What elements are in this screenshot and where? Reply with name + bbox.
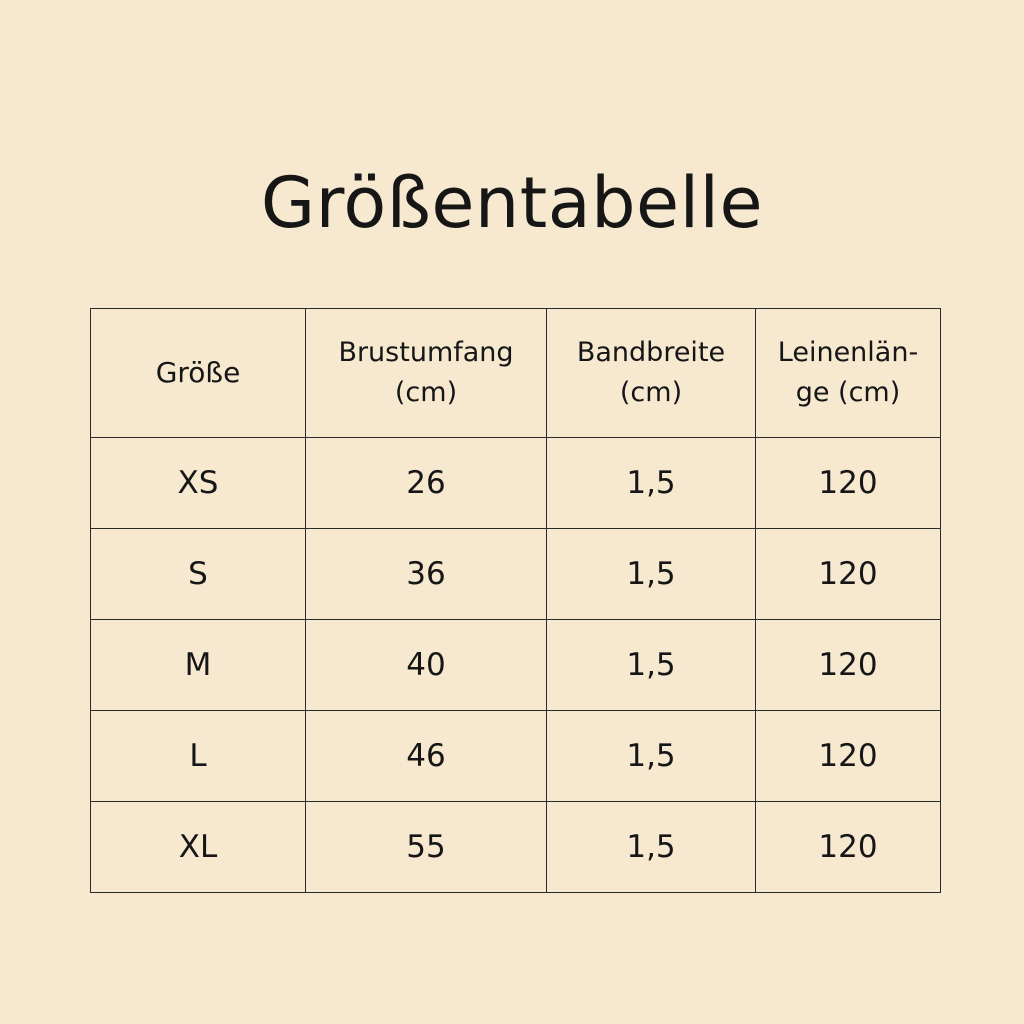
header-size xyxy=(91,309,306,438)
header-chest-line1: Brustumfang xyxy=(338,337,514,368)
cell-leash: 120 xyxy=(756,620,941,711)
cell-band: 1,5 xyxy=(547,802,756,893)
cell-leash: 120 xyxy=(756,438,941,529)
cell-size: M xyxy=(91,620,306,711)
cell-chest: 55 xyxy=(306,802,547,893)
cell-leash: 120 xyxy=(756,711,941,802)
cell-chest: 36 xyxy=(306,529,547,620)
cell-band: 1,5 xyxy=(547,529,756,620)
header-chest-line2: (cm) xyxy=(394,377,458,408)
cell-size: XS xyxy=(91,438,306,529)
header-band-line1: Bandbreite xyxy=(576,337,726,368)
table-row xyxy=(91,802,941,893)
table-row xyxy=(91,620,941,711)
cell-size: S xyxy=(91,529,306,620)
cell-band: 1,5 xyxy=(547,711,756,802)
page-title: Größentabelle xyxy=(260,162,764,244)
header-size-line1: Größe xyxy=(155,356,241,389)
cell-chest: 40 xyxy=(306,620,547,711)
header-band-width xyxy=(547,309,756,438)
header-leash-length xyxy=(756,309,941,438)
size-table xyxy=(90,308,941,893)
cell-leash: 120 xyxy=(756,802,941,893)
cell-band: 1,5 xyxy=(547,438,756,529)
cell-chest: 26 xyxy=(306,438,547,529)
cell-size: L xyxy=(91,711,306,802)
header-leash-line2: ge (cm) xyxy=(795,377,901,408)
header-band-line2: (cm) xyxy=(619,377,683,408)
cell-size: XL xyxy=(91,802,306,893)
table-header-row xyxy=(91,309,941,438)
cell-chest: 46 xyxy=(306,711,547,802)
table-row xyxy=(91,438,941,529)
cell-band: 1,5 xyxy=(547,620,756,711)
header-chest-circumference xyxy=(306,309,547,438)
cell-leash: 120 xyxy=(756,529,941,620)
table-row xyxy=(91,529,941,620)
header-leash-line1: Leinenlän- xyxy=(777,337,919,368)
table-row xyxy=(91,711,941,802)
